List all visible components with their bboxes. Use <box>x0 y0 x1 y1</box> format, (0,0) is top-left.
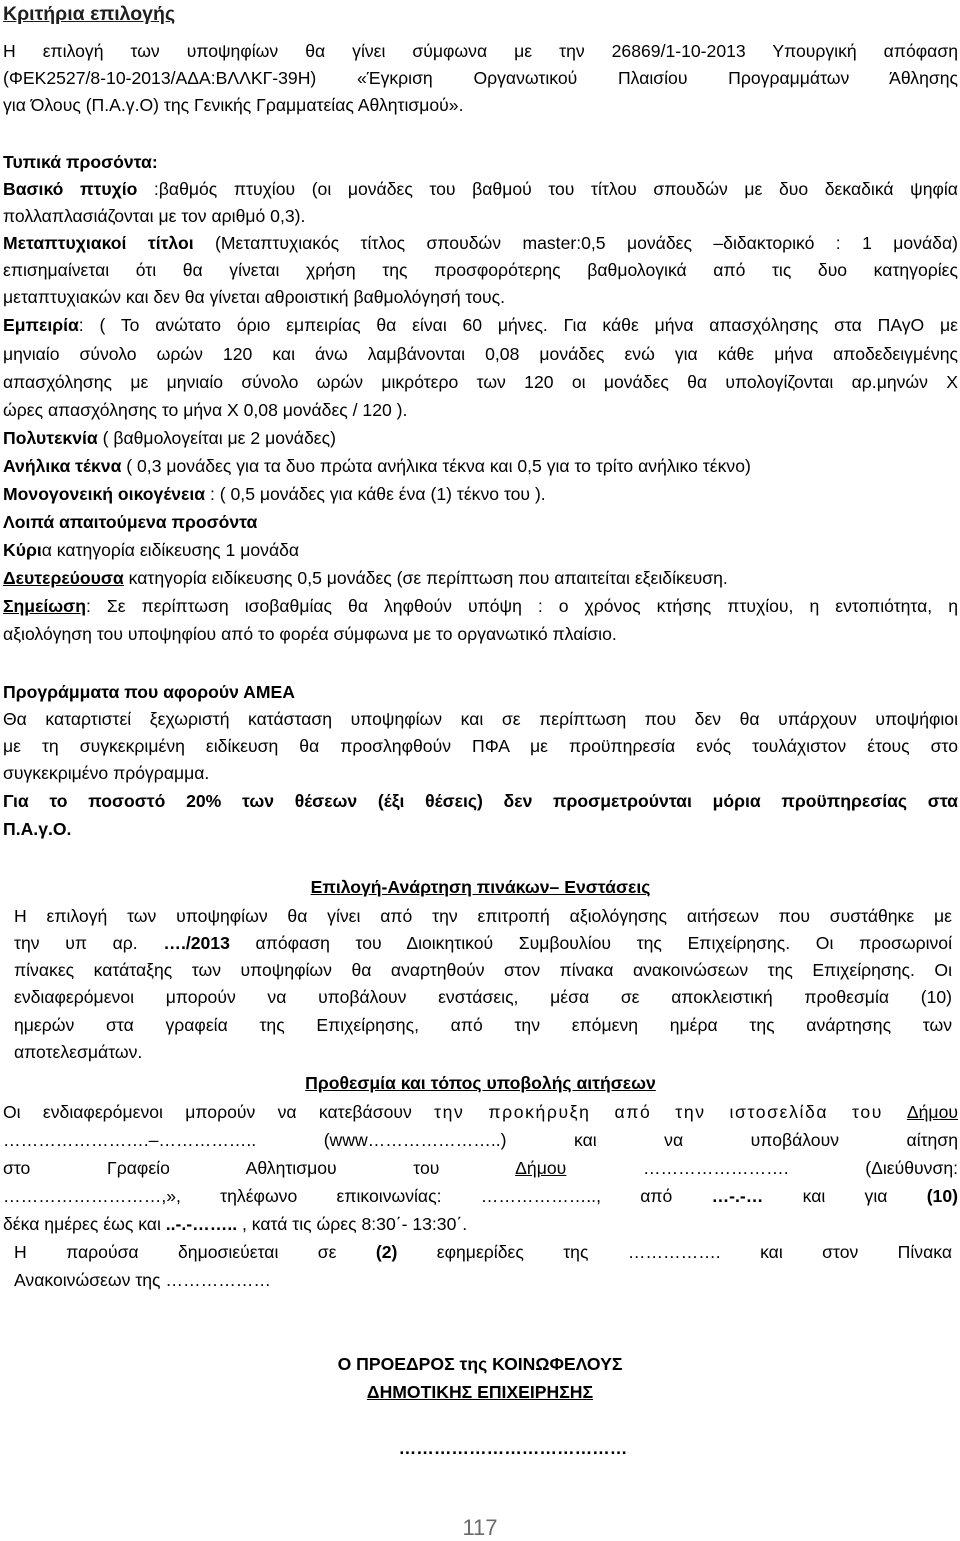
minor-children-label: Ανήλικα τέκνα <box>3 456 122 476</box>
single-parent-text: : ( 0,5 μονάδες για κάθε ένα (1) τέκνο του ). <box>205 484 546 504</box>
section-heading-selection-criteria: Κριτήρια επιλογής <box>3 3 176 25</box>
postgrad-label: Μεταπτυχιακοί τίτλοι <box>3 233 194 253</box>
degree-label: Βασικό πτυχίο <box>3 179 138 199</box>
postgrad-text: (Μεταπτυχιακός τίτλος σπουδών master:0,5 μονάδες –διδακτορικό : 1 μονάδα) <box>193 233 958 253</box>
multichild-label: Πολυτεκνία <box>3 428 98 448</box>
other-qualifications-title: Λοιπά απαιτούμενα προσόντα <box>3 512 258 532</box>
selection-line-3: πίνακες κατάταξης των υποψηφίων θα αναρτηθούν στον πίνακα ανακοινώσεων της Επιχείρησης. Οι <box>14 960 952 980</box>
multichild-line <box>3 426 958 450</box>
deadline-line-4a: ………………………,», τηλέφωνο επικοινωνίας: ……………….., από <box>3 1186 712 1206</box>
decision-number: …./2013 <box>163 933 230 953</box>
selection-line-2c: απόφαση του Διοικητικού Συμβουλίου της Επιχείρησης. Οι προσωρινοί <box>229 933 952 953</box>
minor-children-line <box>3 454 958 478</box>
secondary-specialty-line <box>3 566 958 590</box>
deadline-line-5c: , κατά τις ώρες 8:30΄- 13:30΄. <box>237 1214 468 1234</box>
intro-line-1: Η επιλογή των υποψηφίων θα γίνει σύμφωνα με την 26869/1-10-2013 Υπουργική απόφαση <box>3 41 958 61</box>
deadline-line-1 <box>3 1100 958 1124</box>
experience-line-3: απασχόλησης με μηνιαίο σύνολο ωρών μικρότερο των 120 οι μονάδες θα υπολογίζονται αρ.μηνών Χ <box>3 372 958 392</box>
minor-children-text: ( 0,3 μονάδες για τα δυο πρώτα ανήλικα τέκνα και 0,5 για το τρίτο ανήλικο τέκνο) <box>121 456 751 476</box>
amea-title: Προγράμματα που αφορούν ΑΜΕΑ <box>3 682 295 702</box>
note-line <box>3 594 958 618</box>
postgrad-line <box>3 231 958 255</box>
primary-specialty-line <box>3 538 958 562</box>
days-count: (10) <box>926 1186 958 1206</box>
degree-text: :βαθμός πτυχίου (οι μονάδες του βαθμού του τίτλου σπουδών με δυο δεκαδικά ψηφία <box>137 179 958 199</box>
deadline-line-6a: Η παρούσα δημοσιεύεται σε <box>14 1242 376 1262</box>
selection-line-4: ενδιαφερόμενοι μπορούν να υποβάλουν ενστάσεις, μέσα σε αποκλειστική προθεσμία (10) <box>14 987 952 1007</box>
secondary-label: Δευτερεύουσα <box>3 568 124 588</box>
deadline-line-4 <box>3 1184 958 1208</box>
experience-label: Εμπειρία <box>3 315 79 335</box>
deadline-title: Προθεσμία και τόπος υποβολής αιτήσεων <box>305 1073 656 1093</box>
degree-line <box>3 177 958 201</box>
amea-bold-line-1: Για το ποσοστό 20% των θέσεων (έξι θέσεις) δεν προσμετρούνται μόρια προϋπηρεσίας στα <box>3 791 958 811</box>
primary-text: α κατηγορία ειδίκευσης 1 μονάδα <box>41 540 300 560</box>
deadline-line-1a: Οι ενδιαφερόμενοι μπορούν να κατεβάσουν <box>3 1102 435 1122</box>
amea-line-2: με τη συγκεκριμένη ειδίκευση θα προσληφθούν ΠΦΑ με προϋπηρεσία ενός τουλάχιστον έτους στο <box>3 736 958 756</box>
deadline-line-3 <box>3 1156 958 1180</box>
municipality-word: Δήμου <box>906 1102 958 1122</box>
multichild-text: ( βαθμολογείται με 2 μονάδες) <box>97 428 336 448</box>
deadline-line-6 <box>14 1240 952 1264</box>
experience-line-4: ώρες απασχόλησης το μήνα Χ 0,08 μονάδες / 120 ). <box>3 400 408 420</box>
selection-line-2a: την υπ αρ. <box>14 933 164 953</box>
signature-dots: ………………………………… <box>398 1438 628 1458</box>
signature-line-2-text: ΔΗΜΟΤΙΚΗΣ ΕΠΙΧΕΙΡΗΣΗΣ <box>366 1382 594 1402</box>
single-parent-line <box>3 482 958 506</box>
deadline-line-4c: και για <box>763 1186 927 1206</box>
deadline-line-2: …………………….–…………….. (www…………………..) και να υποβάλουν αίτηση <box>3 1130 958 1150</box>
selection-line-1: Η επιλογή των υποψηφίων θα γίνει από την επιτροπή αξιολόγησης αιτήσεων που συστάθηκε με <box>14 906 952 926</box>
secondary-text: κατηγορία ειδίκευσης 0,5 μονάδες (σε περίπτωση που απαιτείται εξειδίκευση. <box>123 568 728 588</box>
page-number: 117 <box>462 1515 498 1540</box>
deadline-line-6c: εφημερίδες της ……………. και στον Πίνακα <box>397 1242 953 1262</box>
experience-text: : ( Το ανώτατο όριο εμπειρίας θα είναι 60 μήνες. Για κάθε μήνα απασχόλησης στα ΠΑγΟ με <box>78 315 958 335</box>
municipality-word-2: Δήμου <box>515 1158 567 1178</box>
selection-line-6: αποτελεσμάτων. <box>14 1042 143 1062</box>
note-text: : Σε περίπτωση ισοβαθμίας θα ληφθούν υπόψη : ο χρόνος κτήσης πτυχίου, η εντοπιότητα, η <box>85 596 958 616</box>
amea-bold-line-2: Π.Α.γ.Ο. <box>3 819 72 839</box>
experience-line <box>3 313 958 337</box>
degree-line-2: πολλαπλασιάζονται με τον αριθμό 0,3). <box>3 206 306 226</box>
deadline-line-1b: την προκήρυξη από την ιστοσελίδα του <box>434 1102 907 1122</box>
primary-label: Κύρι <box>3 540 42 560</box>
amea-line-1: Θα καταρτιστεί ξεχωριστή κατάσταση υποψηφίων και σε περίπτωση που δεν θα υπάρχουν υποψήφιοι <box>3 709 958 729</box>
selection-line-2 <box>14 931 952 955</box>
deadline-line-5a: δέκα ημέρες έως και <box>3 1214 166 1234</box>
experience-line-2: μηνιαίο σύνολο ωρών 120 και άνω λαμβάνονται 0,08 μονάδες ενώ για κάθε μήνα αποδεδειγμένης <box>3 344 958 364</box>
deadline-line-3a: στο Γραφείο Αθλητισμου του <box>3 1158 516 1178</box>
single-parent-label: Μονογονεική οικογένεια <box>3 484 206 504</box>
selection-title: Επιλογή-Ανάρτηση πινάκων– Ενστάσεις <box>310 877 651 897</box>
start-date-placeholder: …-.-… <box>711 1186 764 1206</box>
note-line-2: αξιολόγηση του υποψηφίου από το φορέα σύμφωνα με το οργανωτικό πλαίσιο. <box>3 624 617 644</box>
intro-line-3: για Όλους (Π.Α.γ.Ο) της Γενικής Γραμματείας Αθλητισμού». <box>3 95 464 115</box>
end-date-placeholder: ..-.-…….. <box>165 1214 238 1234</box>
deadline-line-5 <box>3 1212 958 1236</box>
intro-line-2: (ΦΕΚ2527/8-10-2013/ΑΔΑ:ΒΛΛΚΓ-39Η) «Έγκριση Οργανωτικού Πλαισίου Προγραμμάτων Άθλησης <box>3 68 958 88</box>
newspapers-count: (2) <box>375 1242 398 1262</box>
note-label: Σημείωση <box>3 596 86 616</box>
postgrad-line-3: μεταπτυχιακών και δεν θα γίνεται αθροιστική βαθμολόγησή τους. <box>3 287 506 307</box>
deadline-line-7: Ανακοινώσεων της ……………… <box>14 1270 271 1290</box>
deadline-line-3c: ……………………. (Διεύθυνση: <box>566 1158 959 1178</box>
signature-line-2 <box>0 1380 960 1404</box>
amea-line-3: συγκεκριμένο πρόγραμμα. <box>3 763 210 783</box>
formal-qualifications-title: Τυπικά προσόντα: <box>3 152 158 172</box>
postgrad-line-2: επισημαίνεται ότι θα γίνεται χρήση της προσφορότερης βαθμολογικά από τις δυο κατηγορίες <box>3 260 958 280</box>
selection-line-5: ημερών στα γραφεία της Επιχείρησης, από την επόμενη ημέρα της ανάρτησης των <box>14 1015 952 1035</box>
signature-line-1: Ο ΠΡΟΕΔΡΟΣ της ΚΟΙΝΩΦΕΛΟΥΣ <box>337 1354 623 1374</box>
